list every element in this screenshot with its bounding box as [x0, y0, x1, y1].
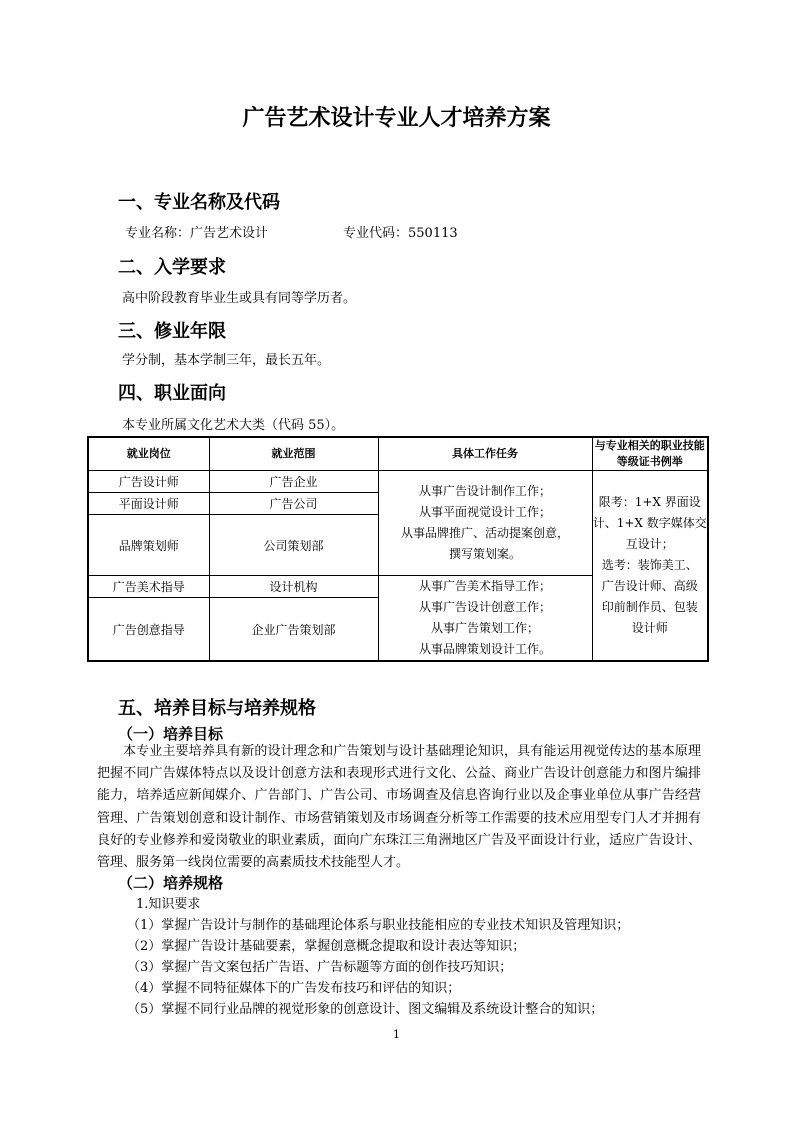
header-certificates: 与专业相关的职业技能等级证书例举	[592, 437, 708, 471]
knowledge-item: （2）掌握广告设计基础要素，掌握创意概念提取和设计表达等知识；	[127, 939, 526, 954]
duration-text: 学分制，基本学制三年，最长五年。	[122, 353, 331, 368]
cell-scope: 广告公司	[209, 493, 378, 515]
knowledge-item: （1）掌握广告设计与制作的基础理论体系与职业技能相应的专业技术知识及管理知识；	[127, 918, 630, 933]
goal-paragraph: 本专业主要培养具有新的设计理念和广告策划与设计基础理论知识，具有能运用视觉传达的基本原理把握不同广告媒体特点以及设计创意方法和表现形式进行文化、公益、商业广告设计创意能力和图片编排能力，培养适应新闻媒介、广告部门、广告公司、市场调查及信息咨询行业以及企事业单位从事广告经营管理、广告策划创意和设计制作、市场营销策划及市场调查分析等工作需要的技术应用型专门人才并拥有良好的专业修养和爱岗敬业的职业素质，面向广东珠江三角洲地区广告及平面设计行业，适应广告设计、管理、服务第一线岗位需要的高素质技术技能型人才。	[97, 744, 701, 871]
career-intro: 本专业所属文化艺术大类（代码 55）。	[122, 418, 345, 433]
knowledge-item: （5）掌握不同行业品牌的视觉形象的创意设计、图文编辑及系统设计整合的知识；	[127, 1002, 604, 1017]
major-code: 专业代码：550113	[343, 226, 458, 241]
knowledge-title: 1.知识要求	[136, 897, 201, 912]
task-line: 从事品牌推广、活动提案创意，	[400, 526, 569, 540]
cert-line: 计、1+X 数字媒体交	[592, 516, 707, 530]
task-line: 从事广告美术指导工作；	[418, 579, 551, 593]
header-tasks: 具体工作任务	[378, 437, 592, 471]
cert-line: 互设计；	[625, 537, 674, 551]
cell-tasks-group-1	[378, 471, 592, 576]
table-header-row	[88, 437, 708, 471]
cell-post: 广告美术指导	[88, 576, 209, 598]
cell-post: 平面设计师	[88, 493, 209, 515]
table-row	[88, 471, 708, 493]
cert-line: 设计师	[631, 621, 668, 635]
cert-line: 广告设计师、高级	[601, 579, 698, 593]
header-scope: 就业范围	[209, 437, 378, 471]
knowledge-item: （3）掌握广告文案包括广告语、广告标题等方面的创作技巧知识；	[127, 960, 513, 975]
cell-post: 广告设计师	[88, 471, 209, 493]
career-table	[87, 436, 709, 662]
major-name: 专业名称：广告艺术设计	[125, 226, 269, 241]
subsection-spec-heading: （二）培养规格	[118, 874, 224, 892]
knowledge-item: （4）掌握不同特征媒体下的广告发布技巧和评估的知识；	[127, 981, 461, 996]
document-title: 广告艺术设计专业人才培养方案	[242, 106, 551, 131]
section-3-heading: 三、修业年限	[118, 321, 226, 342]
section-1-heading: 一、专业名称及代码	[118, 192, 280, 213]
cell-post: 品牌策划师	[88, 515, 209, 576]
cell-tasks-group-2	[378, 576, 592, 662]
section-5-heading: 五、培养目标与培养规格	[118, 698, 316, 719]
page-number: 1	[393, 1028, 400, 1041]
cert-line: 选考：装饰美工、	[601, 558, 698, 572]
task-line: 从事平面视觉设计工作；	[418, 505, 551, 519]
admission-text: 高中阶段教育毕业生或具有同等学历者。	[122, 291, 357, 306]
section-2-heading: 二、入学要求	[118, 257, 226, 278]
task-line: 从事广告设计创意工作；	[418, 600, 551, 614]
cell-post: 广告创意指导	[88, 598, 209, 661]
cert-line: 印前制作员、包装	[601, 600, 698, 614]
task-line: 撰写策划案。	[448, 547, 521, 561]
cert-line: 限考：1+X 界面设	[598, 495, 701, 509]
cell-certificates	[592, 471, 708, 662]
header-post: 就业岗位	[88, 437, 209, 471]
section-4-heading: 四、职业面向	[118, 383, 226, 404]
task-line: 从事广告策划工作；	[430, 621, 539, 635]
cell-scope: 广告企业	[209, 471, 378, 493]
task-line: 从事广告设计制作工作；	[418, 484, 551, 498]
subsection-goal-heading: （一）培养目标	[118, 725, 224, 743]
cell-scope: 公司策划部	[209, 515, 378, 576]
cell-scope: 设计机构	[209, 576, 378, 598]
cell-scope: 企业广告策划部	[209, 598, 378, 661]
task-line: 从事品牌策划设计工作。	[418, 642, 551, 656]
